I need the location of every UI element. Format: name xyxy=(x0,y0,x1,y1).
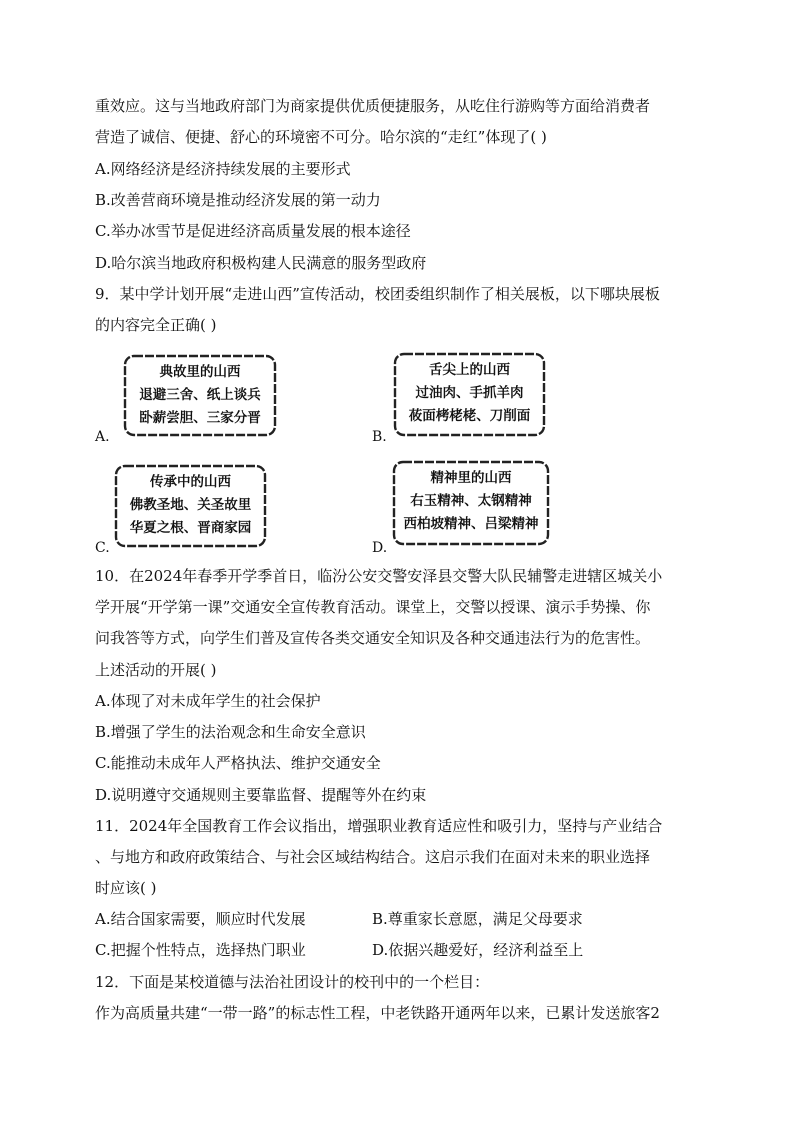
board-c xyxy=(114,464,267,548)
board-d-label: D. xyxy=(372,540,388,556)
board-d-row-2: 西柏坡精神、吕梁精神 xyxy=(403,516,539,532)
board-b-title: 舌尖上的山西 xyxy=(429,362,510,378)
board-a xyxy=(123,354,277,437)
q12-line-1: 12．下面是某校道德与法治社团设计的校刊中的一个栏目： xyxy=(95,973,490,991)
board-c-title: 传承中的山西 xyxy=(150,474,231,490)
q11-option-d: D.依据兴趣爱好，经济利益至上 xyxy=(372,941,584,959)
board-d-row-1: 右玉精神、太钢精神 xyxy=(410,493,532,509)
board-c-label: C. xyxy=(95,540,110,556)
q10-line-2: 学开展“开学第一课”交通安全宣传教育活动。课堂上，交警以授课、演示手势操、你 xyxy=(95,598,651,616)
q8-line-1: 重效应。这与当地政府部门为商家提供优质便捷服务，从吃住行游购等方面给消费者 xyxy=(95,97,651,115)
board-b-row-2: 莜面栲栳栳、刀削面 xyxy=(408,408,531,424)
q8-line-2: 营造了诚信、便捷、舒心的环境密不可分。哈尔滨的“走红”体现了( ) xyxy=(95,128,547,146)
q11-option-c: C.把握个性特点，选择热门职业 xyxy=(95,941,306,959)
q11-option-b: B.尊重家长意愿，满足父母要求 xyxy=(372,910,583,928)
board-a-row-2: 卧薪尝胆、三家分晋 xyxy=(139,410,261,426)
board-a-row-1: 退避三舍、纸上谈兵 xyxy=(139,387,261,403)
q11-line-2: 、与地方和政府政策结合、与社会区域结构结合。这启示我们在面对未来的职业选择 xyxy=(95,848,651,866)
q11-line-1: 11．2024年全国教育工作会议指出，增强职业教育适应性和吸引力，坚持与产业结合 xyxy=(95,817,663,835)
board-d xyxy=(392,460,550,546)
q8-option-a: A.网络经济是经济持续发展的主要形式 xyxy=(95,160,351,178)
q11-option-a: A.结合国家需要，顺应时代发展 xyxy=(95,910,306,928)
q8-option-b: B.改善营商环境是推动经济发展的第一动力 xyxy=(95,191,381,209)
board-c-row-1: 佛教圣地、关圣故里 xyxy=(129,497,252,513)
board-c-row-2: 华夏之根、晋商家园 xyxy=(129,520,252,536)
board-b xyxy=(393,352,546,437)
q10-option-c: C.能推动未成年人严格执法、维护交通安全 xyxy=(95,754,381,772)
q10-line-4: 上述活动的开展( ) xyxy=(95,661,217,679)
q12-line-2: 作为高质量共建“一带一路”的标志性工程，中老铁路开通两年以来，已累计发送旅客2 xyxy=(95,1004,660,1022)
q10-option-d: D.说明遵守交通规则主要靠监督、提醒等外在约束 xyxy=(95,786,427,804)
board-b-row-1: 过油肉、手抓羊肉 xyxy=(415,385,524,401)
q8-option-d: D.哈尔滨当地政府积极构建人民满意的服务型政府 xyxy=(95,254,427,272)
q11-line-3: 时应该( ) xyxy=(95,879,157,897)
board-d-title: 精神里的山西 xyxy=(430,470,512,486)
q10-line-3: 问我答等方式，向学生们普及宣传各类交通安全知识及各种交通违法行为的危害性。 xyxy=(95,629,651,647)
board-a-label: A. xyxy=(95,429,110,445)
board-b-label: B. xyxy=(372,429,387,445)
q8-option-c: C.举办冰雪节是促进经济高质量发展的根本途径 xyxy=(95,222,411,240)
q10-line-1: 10．在2024年春季开学季首日，临汾公安交警安泽县交警大队民辅警走进辖区城关小 xyxy=(95,567,663,585)
q9-line-1: 9．某中学计划开展“走进山西”宣传活动，校团委组织制作了相关展板，以下哪块展板 xyxy=(95,285,660,303)
board-a-title: 典故里的山西 xyxy=(159,364,241,380)
q10-option-b: B.增强了学生的法治观念和生命安全意识 xyxy=(95,723,366,741)
q9-line-2: 的内容完全正确( ) xyxy=(95,316,217,334)
q10-option-a: A.体现了对未成年学生的社会保护 xyxy=(95,692,321,710)
